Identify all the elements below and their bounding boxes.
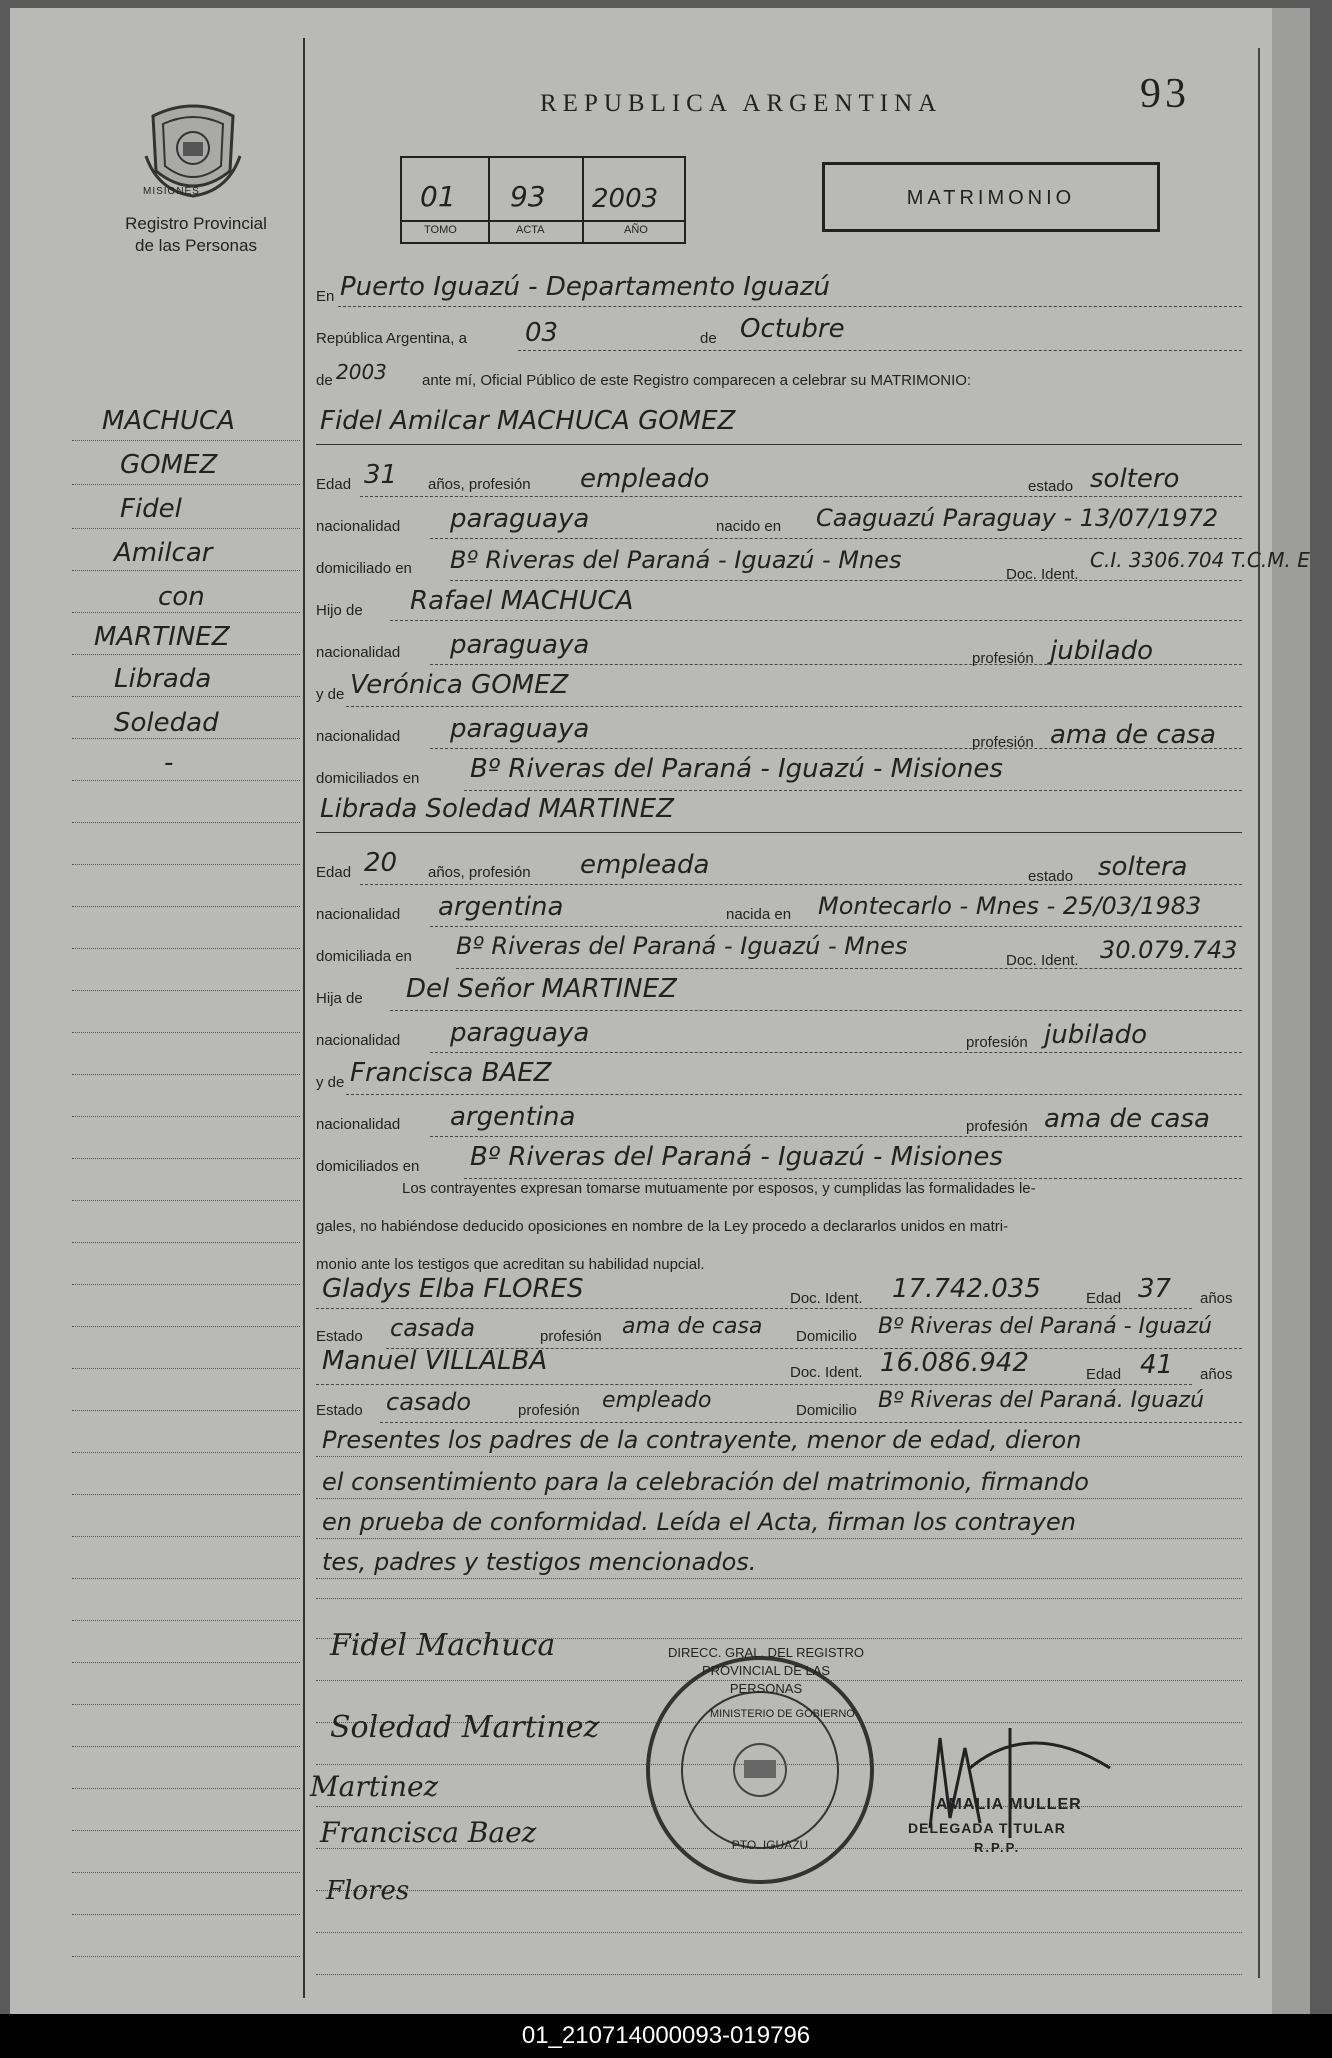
label-anios-w: años [1200, 1366, 1233, 1383]
bride-mother-nat: argentina [450, 1102, 576, 1132]
bride-line [464, 1178, 1242, 1179]
label-hija: Hija de [316, 990, 363, 1007]
label-nacido-en: nacido en [716, 518, 782, 535]
label-de-mes: de [700, 330, 717, 347]
margin-note: Amilcar [114, 538, 213, 568]
label-profesion: profesión [518, 1402, 580, 1419]
groom-line [430, 538, 1242, 539]
official-title: DELEGADA TITULAR [908, 1820, 1066, 1836]
bride-age: 20 [364, 848, 398, 878]
date-day: 03 [525, 318, 559, 348]
bride-line [456, 968, 1242, 969]
act-table [400, 156, 686, 244]
place-line [338, 306, 1242, 307]
bride-status: soltera [1098, 852, 1188, 882]
label-doc: Doc. Ident. [790, 1364, 863, 1381]
label-y-de: y de [316, 686, 345, 703]
bride-line [360, 884, 1242, 885]
label-profesion: profesión [540, 1328, 602, 1345]
label-nacionalidad: nacionalidad [316, 728, 401, 745]
groom-line [430, 664, 1242, 665]
note-line: tes, padres y testigos mencionados. [322, 1548, 757, 1576]
footer-code: 01_210714000093-019796 [0, 2014, 1332, 2058]
witness2-doc: 16.086.942 [880, 1348, 1029, 1378]
note-line: en prueba de conformidad. Leída el Acta, firman los contrayen [322, 1508, 1076, 1536]
groom-name-line [316, 444, 1242, 445]
groom-mother-prof: ama de casa [1050, 720, 1216, 750]
witness-line [380, 1422, 1242, 1423]
label-nacionalidad: nacionalidad [316, 1116, 401, 1133]
label-anios-profesion: años, profesión [428, 864, 531, 881]
signature: Martinez [310, 1770, 439, 1803]
date-year: 2003 [336, 360, 387, 384]
witness-line [316, 1384, 1192, 1385]
groom-status: soltero [1090, 464, 1180, 494]
document-page [10, 8, 1310, 2014]
margin-note: MARTINEZ [94, 622, 230, 652]
page-number: 93 [1140, 71, 1190, 117]
note-line: Presentes los padres de la contrayente, menor de edad, dieron [322, 1426, 1082, 1454]
margin-note: MACHUCA [102, 406, 235, 436]
label-estado: estado [1028, 868, 1074, 885]
groom-line [430, 748, 1242, 749]
act-type: MATRIMONIO [906, 187, 1076, 209]
signature: Fidel Machuca [330, 1628, 556, 1663]
label-doc: Doc. Ident. [1006, 952, 1079, 969]
official-name: AMALIA MULLER [936, 1796, 1082, 1813]
bride-mother-prof: ama de casa [1044, 1104, 1210, 1134]
label-domicilio: Domicilio [796, 1402, 857, 1419]
witness2-name: Manuel VILLALBA [322, 1346, 548, 1376]
signature: Flores [326, 1876, 410, 1906]
label-en: En [316, 288, 335, 305]
stamp-inner-text: MINISTERIO DE GOBIERNO [710, 1708, 855, 1720]
groom-doc: C.I. 3306.704 T.C.M. E [1090, 548, 1310, 572]
groom-mother: Verónica GOMEZ [350, 670, 569, 700]
label-profesion: profesión [966, 1118, 1028, 1135]
bride-father: Del Señor MARTINEZ [406, 974, 677, 1004]
groom-age: 31 [364, 460, 398, 490]
label-comparecen: ante mí, Oficial Público de este Registro comparecen a celebrar su MATRIMONIO: [422, 372, 972, 389]
groom-address: Bº Riveras del Paraná - Iguazú - Mnes [450, 546, 902, 574]
bride-parents-address: Bº Riveras del Paraná - Iguazú - Misiones [470, 1142, 1003, 1172]
label-y-de: y de [316, 1074, 345, 1091]
label-nacionalidad: nacionalidad [316, 644, 401, 661]
witness2-address: Bº Riveras del Paraná. Iguazú [878, 1388, 1205, 1413]
act-type-box [822, 162, 1160, 232]
label-domiciliados: domiciliados en [316, 1158, 420, 1175]
margin-rule [303, 38, 305, 1998]
margin-note: con [158, 582, 205, 612]
signature: Soledad Martinez [330, 1710, 600, 1745]
label-anios-profesion: años, profesión [428, 476, 531, 493]
margin-note: Fidel [120, 494, 182, 524]
margin-note: Librada [114, 664, 212, 694]
bride-line [430, 926, 1242, 927]
stamp-bottom-text: PTO. IGUAZU [731, 1838, 809, 1852]
label-estado-w: Estado [316, 1402, 363, 1419]
label-profesion: profesión [972, 734, 1034, 751]
bride-line [430, 1136, 1242, 1137]
groom-father: Rafael MACHUCA [410, 586, 634, 616]
groom-line [450, 580, 1242, 581]
signature: Francisca Baez [320, 1816, 537, 1849]
bride-mother: Francisca BAEZ [350, 1058, 552, 1088]
label-profesion: profesión [966, 1034, 1028, 1051]
label-domiciliada: domiciliada en [316, 948, 412, 965]
label-edad-w: Edad [1086, 1366, 1122, 1383]
groom-parents-address: Bº Riveras del Paraná - Iguazú - Misiones [470, 754, 1003, 784]
note-line: el consentimiento para la celebración del matrimonio, firmando [322, 1468, 1089, 1496]
bride-doc: 30.079.743 [1100, 936, 1238, 964]
label-nacionalidad: nacionalidad [316, 1032, 401, 1049]
groom-line [360, 496, 1242, 497]
bride-father-nat: paraguaya [450, 1018, 590, 1048]
place: Puerto Iguazú - Departamento Iguazú [340, 272, 830, 302]
witness1-status: casada [390, 1314, 476, 1342]
right-rule [1258, 48, 1260, 1978]
witness1-doc: 17.742.035 [892, 1274, 1041, 1304]
label-nacida-en: nacida en [726, 906, 792, 923]
witness1-profession: ama de casa [622, 1314, 763, 1339]
label-doc: Doc. Ident. [1006, 566, 1079, 583]
bride-father-prof: jubilado [1044, 1020, 1147, 1050]
anio-value: 2003 [592, 184, 659, 214]
official-office: R.P.P. [974, 1840, 1021, 1855]
tomo-value: 01 [420, 180, 456, 213]
witness1-address: Bº Riveras del Paraná - Iguazú [878, 1314, 1212, 1339]
bride-line [346, 1094, 1242, 1095]
acta-value: 93 [510, 180, 546, 213]
witness-line [316, 1308, 1192, 1309]
margin-note: GOMEZ [120, 450, 218, 480]
groom-profession: empleado [580, 464, 710, 494]
label-domiciliado: domiciliado en [316, 560, 412, 577]
margin-note: - [164, 748, 174, 778]
country-title: REPUBLICA ARGENTINA [540, 90, 943, 117]
stamp-ring-text: DIRECC. GRAL. DEL REGISTRO PROVINCIAL DE LAS PERSONAS [668, 1645, 864, 1696]
label-domicilio: Domicilio [796, 1328, 857, 1345]
witness1-name: Gladys Elba FLORES [322, 1274, 584, 1304]
label-republica: República Argentina, a [316, 330, 467, 347]
groom-name: Fidel Amilcar MACHUCA GOMEZ [320, 406, 736, 436]
bride-line [430, 1052, 1242, 1053]
witness2-status: casado [386, 1388, 472, 1416]
date-line [518, 350, 1242, 351]
witness2-age: 41 [1140, 1350, 1174, 1380]
label-doc: Doc. Ident. [790, 1290, 863, 1307]
groom-father-nat: paraguaya [450, 630, 590, 660]
groom-birth: Caaguazú Paraguay - 13/07/1972 [816, 504, 1219, 532]
anio-label: AÑO [624, 224, 648, 236]
bride-nationality: argentina [438, 892, 564, 922]
bride-line [390, 1010, 1242, 1011]
witness2-profession: empleado [602, 1388, 712, 1413]
statement-line: gales, no habiéndose deducido oposiciones en nombre de la Ley procedo a declararlos unidos en matri- [316, 1218, 1009, 1235]
label-nacionalidad: nacionalidad [316, 518, 401, 535]
date-month: Octubre [740, 314, 845, 344]
bride-name: Librada Soledad MARTINEZ [320, 794, 674, 824]
label-edad: Edad [316, 864, 352, 881]
registry-line-1: Registro Provincial [125, 214, 267, 233]
bride-birth: Montecarlo - Mnes - 25/03/1983 [818, 892, 1202, 920]
witness1-age: 37 [1138, 1274, 1172, 1304]
bride-name-line [316, 832, 1242, 833]
label-edad: Edad [316, 476, 352, 493]
label-hijo: Hijo de [316, 602, 363, 619]
label-de-anio: de [316, 372, 333, 389]
groom-nationality: paraguaya [450, 504, 590, 534]
label-profesion: profesión [972, 650, 1034, 667]
emblem-label: MISIONES [143, 186, 200, 197]
label-nacionalidad: nacionalidad [316, 906, 401, 923]
label-domiciliados: domiciliados en [316, 770, 420, 787]
groom-line [346, 706, 1242, 707]
label-estado: estado [1028, 478, 1074, 495]
bride-address: Bº Riveras del Paraná - Iguazú - Mnes [456, 932, 908, 960]
groom-father-prof: jubilado [1050, 636, 1153, 666]
margin-note: Soledad [114, 708, 219, 738]
registry-line-2: de las Personas [135, 236, 257, 255]
label-anios-w: años [1200, 1290, 1233, 1307]
groom-line [464, 790, 1242, 791]
groom-line [390, 620, 1242, 621]
tomo-label: TOMO [424, 224, 457, 236]
page-edge [1272, 8, 1310, 2014]
statement-line: Los contrayentes expresan tomarse mutuamente por esposos, y cumplidas las formalidades le- [402, 1180, 1036, 1197]
statement-line: monio ante los testigos que acreditan su habilidad nupcial. [316, 1256, 705, 1273]
label-edad-w: Edad [1086, 1290, 1122, 1307]
acta-label: ACTA [516, 224, 545, 236]
groom-mother-nat: paraguaya [450, 714, 590, 744]
label-estado-w: Estado [316, 1328, 363, 1345]
bride-profession: empleada [580, 850, 710, 880]
